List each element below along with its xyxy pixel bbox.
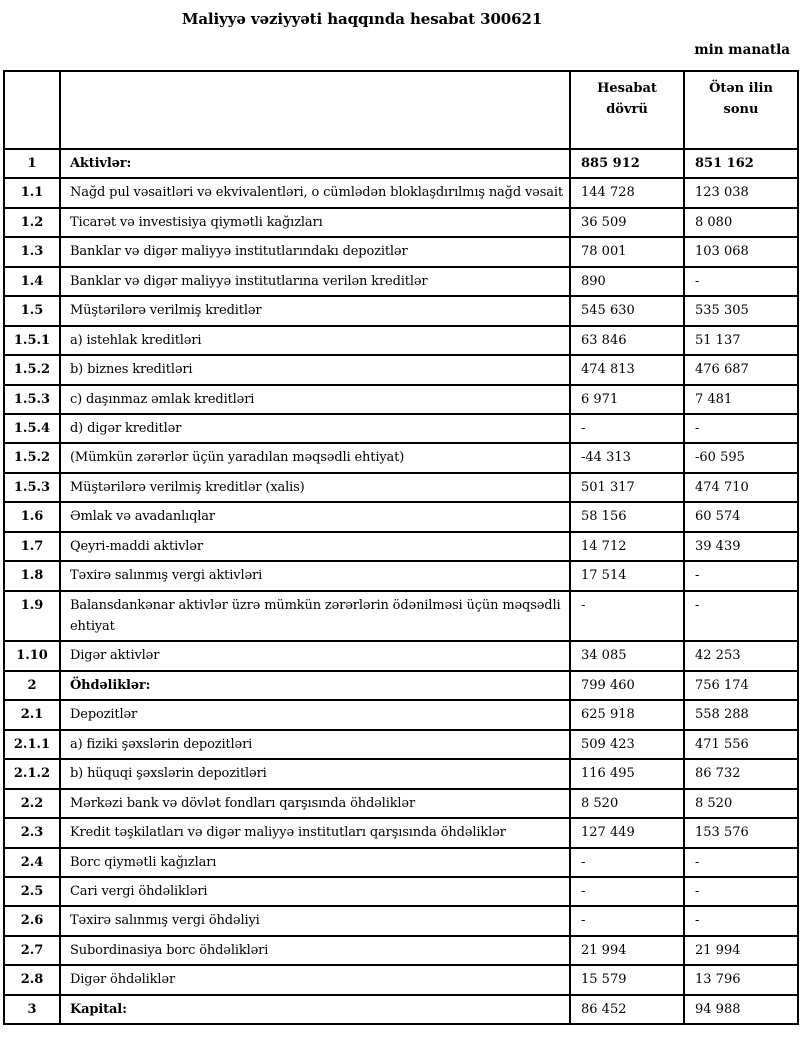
table-row bbox=[4, 326, 798, 355]
row-value-current-cell: 144 728 bbox=[570, 178, 684, 207]
table-row bbox=[4, 906, 798, 935]
row-label-cell: Əmlak və avadanlıqlar bbox=[60, 502, 570, 531]
row-value-prior-cell: 60 574 bbox=[684, 502, 798, 531]
row-number-cell: 2.6 bbox=[4, 906, 60, 935]
row-label-cell: Mərkəzi bank və dövlət fondları qarşısında öhdəliklər bbox=[60, 789, 570, 818]
row-label-cell: (Mümkün zərərlər üçün yaradılan məqsədli ehtiyat) bbox=[60, 443, 570, 472]
table-row bbox=[4, 671, 798, 700]
table-row bbox=[4, 149, 798, 178]
row-value-current-cell: 86 452 bbox=[570, 995, 684, 1024]
row-value-prior-cell: 474 710 bbox=[684, 473, 798, 502]
row-value-current-cell: 127 449 bbox=[570, 818, 684, 847]
row-number-cell: 1.8 bbox=[4, 561, 60, 590]
row-value-prior-cell: 471 556 bbox=[684, 730, 798, 759]
row-label-cell: c) daşınmaz əmlak kreditləri bbox=[60, 385, 570, 414]
row-value-prior-cell: 558 288 bbox=[684, 700, 798, 729]
row-number-cell: 2.8 bbox=[4, 965, 60, 994]
row-label-cell: Banklar və digər maliyyə institutlarına verilən kreditlər bbox=[60, 267, 570, 296]
row-value-prior-cell: 39 439 bbox=[684, 532, 798, 561]
row-number-cell: 1.5.2 bbox=[4, 355, 60, 384]
row-label-cell: a) fiziki şəxslərin depozitləri bbox=[60, 730, 570, 759]
row-number-cell: 1.4 bbox=[4, 267, 60, 296]
row-value-current-cell: - bbox=[570, 414, 684, 443]
row-label-cell: Nağd pul vəsaitləri və ekvivalentləri, o cümlədən bloklaşdırılmış nağd vəsait bbox=[60, 178, 570, 207]
table-row bbox=[4, 936, 798, 965]
row-value-prior-cell: 8 080 bbox=[684, 208, 798, 237]
table-row bbox=[4, 237, 798, 266]
row-number-cell: 1.7 bbox=[4, 532, 60, 561]
table-row bbox=[4, 591, 798, 642]
row-number-cell: 1.10 bbox=[4, 641, 60, 670]
table-row bbox=[4, 789, 798, 818]
table-row bbox=[4, 296, 798, 325]
table-header-row bbox=[4, 71, 798, 149]
table-row bbox=[4, 414, 798, 443]
row-label-cell: Təxirə salınmış vergi öhdəliyi bbox=[60, 906, 570, 935]
row-number-cell: 2.5 bbox=[4, 877, 60, 906]
row-label-cell: Öhdəliklər: bbox=[60, 671, 570, 700]
row-number-cell: 2.1.2 bbox=[4, 759, 60, 788]
row-value-prior-cell: 94 988 bbox=[684, 995, 798, 1024]
row-value-current-cell: 17 514 bbox=[570, 561, 684, 590]
row-number-cell: 1.5.3 bbox=[4, 385, 60, 414]
row-value-prior-cell: 51 137 bbox=[684, 326, 798, 355]
row-number-cell: 1.5.4 bbox=[4, 414, 60, 443]
table-row bbox=[4, 385, 798, 414]
row-value-prior-cell: 153 576 bbox=[684, 818, 798, 847]
row-value-current-cell: 501 317 bbox=[570, 473, 684, 502]
row-value-prior-cell: 756 174 bbox=[684, 671, 798, 700]
row-value-current-cell: 116 495 bbox=[570, 759, 684, 788]
row-value-prior-cell: - bbox=[684, 906, 798, 935]
row-label-cell: Cari vergi öhdəlikləri bbox=[60, 877, 570, 906]
row-number-cell: 2.1 bbox=[4, 700, 60, 729]
title-wrap bbox=[0, 9, 724, 28]
table-row bbox=[4, 700, 798, 729]
header-prior-period-cell: Ötən ilin sonu bbox=[684, 71, 798, 149]
row-value-current-cell: 63 846 bbox=[570, 326, 684, 355]
row-number-cell: 1.5.3 bbox=[4, 473, 60, 502]
report-page bbox=[0, 9, 800, 1049]
row-value-current-cell: 78 001 bbox=[570, 237, 684, 266]
row-label-cell: d) digər kreditlər bbox=[60, 414, 570, 443]
row-number-cell: 1.5.2 bbox=[4, 443, 60, 472]
table-row bbox=[4, 759, 798, 788]
row-value-prior-cell: - bbox=[684, 414, 798, 443]
header-label-cell bbox=[60, 71, 570, 149]
row-number-cell: 1.2 bbox=[4, 208, 60, 237]
row-label-cell: Digər aktivlər bbox=[60, 641, 570, 670]
row-value-prior-cell: - bbox=[684, 561, 798, 590]
row-value-current-cell: 15 579 bbox=[570, 965, 684, 994]
row-label-cell: Qeyri-maddi aktivlər bbox=[60, 532, 570, 561]
table-row bbox=[4, 730, 798, 759]
row-number-cell: 1 bbox=[4, 149, 60, 178]
table-row bbox=[4, 208, 798, 237]
row-value-current-cell: 545 630 bbox=[570, 296, 684, 325]
row-label-cell: Təxirə salınmış vergi aktivləri bbox=[60, 561, 570, 590]
row-label-cell: Digər öhdəliklər bbox=[60, 965, 570, 994]
row-value-current-cell: 34 085 bbox=[570, 641, 684, 670]
row-value-prior-cell: 21 994 bbox=[684, 936, 798, 965]
row-value-current-cell: 509 423 bbox=[570, 730, 684, 759]
unit-note-wrap bbox=[0, 39, 790, 58]
row-value-current-cell: 58 156 bbox=[570, 502, 684, 531]
row-value-prior-cell: - bbox=[684, 877, 798, 906]
row-value-prior-cell: - bbox=[684, 267, 798, 296]
table-row bbox=[4, 877, 798, 906]
row-label-cell: Subordinasiya borc öhdəlikləri bbox=[60, 936, 570, 965]
table-row bbox=[4, 561, 798, 590]
row-label-cell: Kapital: bbox=[60, 995, 570, 1024]
row-value-current-cell: 474 813 bbox=[570, 355, 684, 384]
row-number-cell: 1.3 bbox=[4, 237, 60, 266]
row-value-prior-cell: 7 481 bbox=[684, 385, 798, 414]
table-row bbox=[4, 995, 798, 1024]
row-label-cell: Depozitlər bbox=[60, 700, 570, 729]
table-body bbox=[4, 149, 798, 1024]
row-number-cell: 2.1.1 bbox=[4, 730, 60, 759]
row-value-prior-cell: 123 038 bbox=[684, 178, 798, 207]
row-number-cell: 1.9 bbox=[4, 591, 60, 642]
row-label-cell: Borc qiymətli kağızları bbox=[60, 848, 570, 877]
row-number-cell: 1.1 bbox=[4, 178, 60, 207]
row-value-prior-cell: - bbox=[684, 591, 798, 642]
row-value-prior-cell: 86 732 bbox=[684, 759, 798, 788]
row-number-cell: 2.4 bbox=[4, 848, 60, 877]
row-number-cell: 2.2 bbox=[4, 789, 60, 818]
row-label-cell: Ticarət və investisiya qiymətli kağızları bbox=[60, 208, 570, 237]
row-label-cell: b) biznes kreditləri bbox=[60, 355, 570, 384]
row-value-current-cell: 799 460 bbox=[570, 671, 684, 700]
row-value-prior-cell: 8 520 bbox=[684, 789, 798, 818]
row-value-prior-cell: 535 305 bbox=[684, 296, 798, 325]
row-value-current-cell: 885 912 bbox=[570, 149, 684, 178]
row-label-cell: b) hüquqi şəxslərin depozitləri bbox=[60, 759, 570, 788]
row-label-cell: Aktivlər: bbox=[60, 149, 570, 178]
row-value-current-cell: 6 971 bbox=[570, 385, 684, 414]
row-value-prior-cell: 42 253 bbox=[684, 641, 798, 670]
row-value-current-cell: 14 712 bbox=[570, 532, 684, 561]
row-value-prior-cell: 13 796 bbox=[684, 965, 798, 994]
financial-position-table bbox=[3, 70, 799, 1025]
row-value-current-cell: - bbox=[570, 848, 684, 877]
page-title: Maliyyə vəziyyəti haqqında hesabat 300621 bbox=[181, 10, 543, 28]
row-number-cell: 2.3 bbox=[4, 818, 60, 847]
table-row bbox=[4, 355, 798, 384]
row-label-cell: Banklar və digər maliyyə institutlarındakı depozitlər bbox=[60, 237, 570, 266]
table-row bbox=[4, 532, 798, 561]
row-value-prior-cell: 476 687 bbox=[684, 355, 798, 384]
row-value-current-cell: - bbox=[570, 877, 684, 906]
row-value-current-cell: 21 994 bbox=[570, 936, 684, 965]
row-value-prior-cell: 851 162 bbox=[684, 149, 798, 178]
table-header bbox=[4, 71, 798, 149]
table-row bbox=[4, 848, 798, 877]
row-label-cell: Kredit təşkilatları və digər maliyyə institutları qarşısında öhdəliklər bbox=[60, 818, 570, 847]
row-value-current-cell: -44 313 bbox=[570, 443, 684, 472]
row-label-cell: a) istehlak kreditləri bbox=[60, 326, 570, 355]
row-number-cell: 1.6 bbox=[4, 502, 60, 531]
row-value-current-cell: 890 bbox=[570, 267, 684, 296]
row-label-cell: Balansdankənar aktivlər üzrə mümkün zərərlərin ödənilməsi üçün məqsədli ehtiyat bbox=[60, 591, 570, 642]
table-row bbox=[4, 178, 798, 207]
row-value-current-cell: - bbox=[570, 591, 684, 642]
table-row bbox=[4, 818, 798, 847]
table-row bbox=[4, 641, 798, 670]
table-row bbox=[4, 267, 798, 296]
header-current-period-cell: Hesabat dövrü bbox=[570, 71, 684, 149]
row-value-current-cell: 8 520 bbox=[570, 789, 684, 818]
row-value-prior-cell: - bbox=[684, 848, 798, 877]
row-value-prior-cell: 103 068 bbox=[684, 237, 798, 266]
row-number-cell: 2.7 bbox=[4, 936, 60, 965]
row-number-cell: 2 bbox=[4, 671, 60, 700]
row-label-cell: Müştərilərə verilmiş kreditlər bbox=[60, 296, 570, 325]
row-number-cell: 3 bbox=[4, 995, 60, 1024]
row-value-current-cell: 625 918 bbox=[570, 700, 684, 729]
table-row bbox=[4, 502, 798, 531]
row-label-cell: Müştərilərə verilmiş kreditlər (xalis) bbox=[60, 473, 570, 502]
unit-note: min manatla bbox=[694, 42, 790, 58]
table-row bbox=[4, 473, 798, 502]
table-row bbox=[4, 965, 798, 994]
row-value-prior-cell: -60 595 bbox=[684, 443, 798, 472]
row-value-current-cell: - bbox=[570, 906, 684, 935]
row-number-cell: 1.5 bbox=[4, 296, 60, 325]
row-value-current-cell: 36 509 bbox=[570, 208, 684, 237]
row-number-cell: 1.5.1 bbox=[4, 326, 60, 355]
header-number-cell bbox=[4, 71, 60, 149]
table-row bbox=[4, 443, 798, 472]
